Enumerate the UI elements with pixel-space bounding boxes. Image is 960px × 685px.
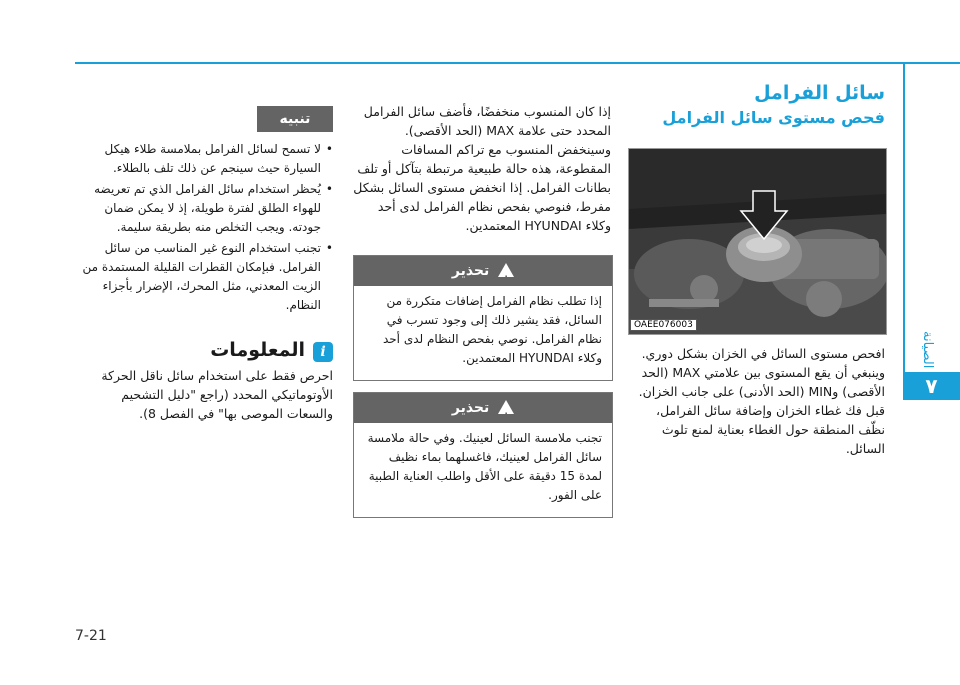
warning-text-1: إذا تطلب نظام الفرامل إضافات متكررة من السائل، فقد يشير ذلك إلى وجود تسرب في نظام الفرامل. نوصي بفحص النظام لدى أحد وكلاء HYUNDAI المعتمدين. — [382, 294, 602, 365]
caution-badge: تنبيه — [257, 106, 333, 132]
section-side-label: الصيانة — [920, 331, 935, 369]
info-text: احرص فقط على استخدام سائل ناقل الحركة الأوتوماتيكي المحدد (راجع "دليل التشحيم والسعات الموصى بها" في الفصل 8). — [101, 368, 333, 421]
right-paragraph: افحص مستوى السائل في الخزان بشكل دوري. وينبغي أن يقع المستوى بين علامتي MAX (الحد الأقصى) وMIN (الحد الأدنى) على جانب الخزان. قبل فك غطاء الخزان وإضافة سائل الفرامل، نظّف المنطقة حول الغطاء بعناية لمنع تلوث السائل. — [638, 346, 885, 456]
warning-box-1 — [353, 255, 613, 381]
warning-box-2 — [353, 392, 613, 518]
warning-text-2: تجنب ملامسة السائل لعينيك. وفي حالة ملامسة سائل الفرامل لعينيك، فاغسلهما بماء نظيف لمدة 15 دقيقة على الأقل واطلب العناية الطبية على الفور. — [367, 431, 602, 502]
top-rule — [75, 62, 960, 64]
engine-bay-photo — [628, 148, 887, 335]
section-title: سائل الفرامل — [754, 82, 885, 104]
middle-paragraph: إذا كان المنسوب منخفضًا، فأضف سائل الفرامل المحدد حتى علامة MAX (الحد الأقصى). وسينخفض المنسوب مع تراكم المسافات المقطوعة، هذه حالة طبيعية مرتبطة بتآكل أو تلف بطانات الفرامل. إذا انخفض مستوى السائل بشكل مفرط، فنوصي بفحص نظام الفرامل لدى أحد وكلاء HYUNDAI المعتمدين. — [353, 104, 611, 233]
section-subtitle: فحص مستوى سائل الفرامل — [662, 108, 885, 127]
chapter-tab: ٧ — [903, 372, 960, 400]
figure-caption: OAEE076003 — [630, 319, 697, 331]
page-number: 7-21 — [75, 628, 107, 644]
info-icon: i — [313, 342, 333, 362]
engine-bay-illustration — [629, 149, 886, 334]
warning-icon — [498, 263, 514, 277]
warning-label-2: تحذير — [451, 400, 490, 416]
info-title: المعلومات — [210, 339, 305, 361]
caution-list — [75, 140, 333, 315]
warning-header-1 — [354, 256, 612, 286]
caution-item: • يُحظر استخدام سائل الفرامل الذي تم تعريضه للهواء الطلق لفترة طويلة، إذ لا يمكن ضمان جودته. ويجب التخلص منه بطريقة سليمة. — [75, 180, 333, 237]
caution-item: • لا تسمح لسائل الفرامل بملامسة طلاء هيكل السيارة حيث سينجم عن ذلك تلف بالطلاء. — [75, 140, 333, 178]
warning-icon — [498, 400, 514, 414]
info-heading — [150, 339, 333, 366]
caution-list-container — [75, 140, 333, 317]
side-rule — [903, 62, 905, 372]
caution-item: • تجنب استخدام النوع غير المناسب من سائل الفرامل. فبإمكان القطرات القليلة المستمدة من الزيت المعدني، مثل المحرك، الإضرار بأجزاء النظام. — [75, 239, 333, 315]
warning-label-1: تحذير — [451, 263, 490, 279]
warning-header-2 — [354, 393, 612, 423]
